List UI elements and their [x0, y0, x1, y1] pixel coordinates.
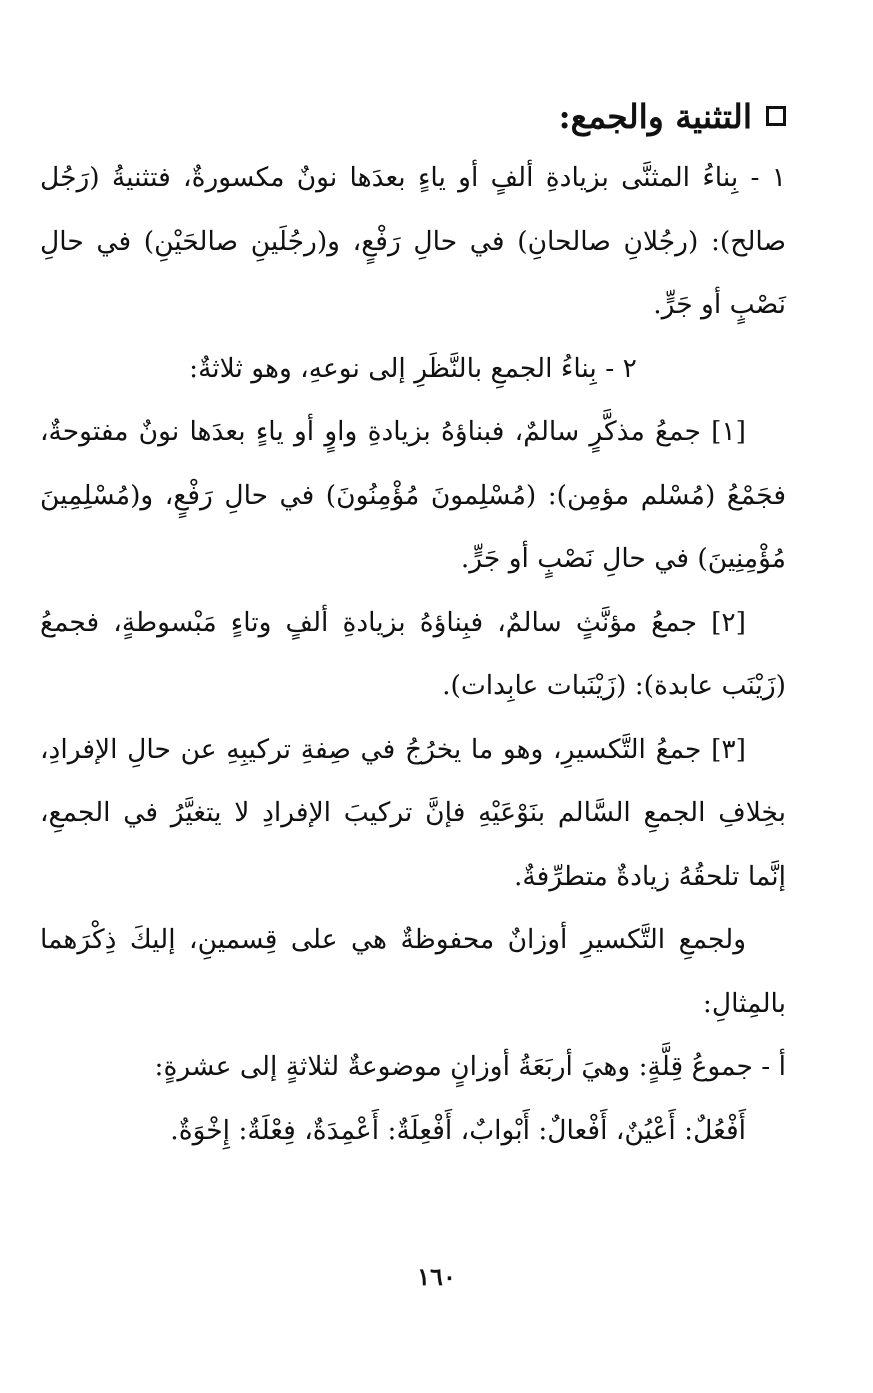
section-heading [40, 90, 786, 142]
paragraph-broken-plural-weights: ولجمعِ التَّكسيرِ أوزانٌ محفوظةٌ هي على قِسمينِ، إليكَ ذِكْرَهما بالمِثالِ: [40, 924, 786, 1019]
paragraph-plurals-of-paucity: أ - جموعُ قِلَّةٍ: وهيَ أربَعَةُ أوزانٍ موضوعةٌ لثلاثةٍ إلى عشرةٍ: [154, 1051, 786, 1082]
paragraph-masculine-plural: [١] جمعُ مذكَّرٍ سالمٌ، فبناؤهُ بزيادةِ واوٍ أو ياءٍ بعدَها نونٌ مفتوحةٌ، فجَمْعُ (مُسْلم مؤمِن): (مُسْلِمونَ مُؤْمِنُونَ) في حالِ رَفْعٍ، و(مُسْلِمِينَ مُؤْمِنِينَ) في حالِ نَصْبٍ أو جَرٍّ. [40, 416, 786, 574]
section-heading-text: التثنية والجمع: [558, 96, 752, 136]
paragraph-feminine-plural: [٢] جمعُ مؤنَّثٍ سالمٌ، فبِناؤهُ بزيادةِ ألفٍ وتاءٍ مَبْسوطةٍ، فجمعُ (زَيْنَب عابدة): (زَيْنَبات عابِدات). [40, 606, 786, 701]
paragraph-plural-intro: ٢ - بِناءُ الجمعِ بالنَّظَرِ إلى نوعهِ، وهو ثلاثةٌ: [189, 352, 637, 384]
paragraph-broken-plural: [٣] جمعُ التَّكسيرِ، وهو ما يخرُجُ في صِفةِ تركيبِهِ عن حالِ الإفرادِ، بخِلافِ الجمعِ السَّالم بنَوْعَيْهِ فإنَّ تركيبَ الإفرادِ لا يتغيَّرُ في الجمعِ، إنَّما تلحقُهُ زيادةٌ متطرِّفةٌ. [40, 733, 786, 892]
paragraph-paucity-examples: أَفْعُلٌ: أَعْيُنٌ، أَفْعالٌ: أَبْوابٌ، أَفْعِلَةٌ: أَعْمِدَةٌ، فِعْلَةٌ: إِخْوَةٌ. [170, 1114, 746, 1146]
square-bullet-icon [766, 106, 786, 126]
page-number: ١٦٠ [417, 1262, 456, 1291]
text-column [40, 90, 786, 1162]
paragraph-dual: ١ - بِناءُ المثنَّى بزيادةِ ألفٍ أو ياءٍ بعدَها نونٌ مكسورةٌ، فتثنيةُ (رَجُل صالح): (رجُلانِ صالحانِ) في حالِ رَفْعٍ، و(رجُلَينِ صالحَيْنِ) في حالِ نَصْبٍ أو جَرٍّ. [40, 162, 786, 320]
